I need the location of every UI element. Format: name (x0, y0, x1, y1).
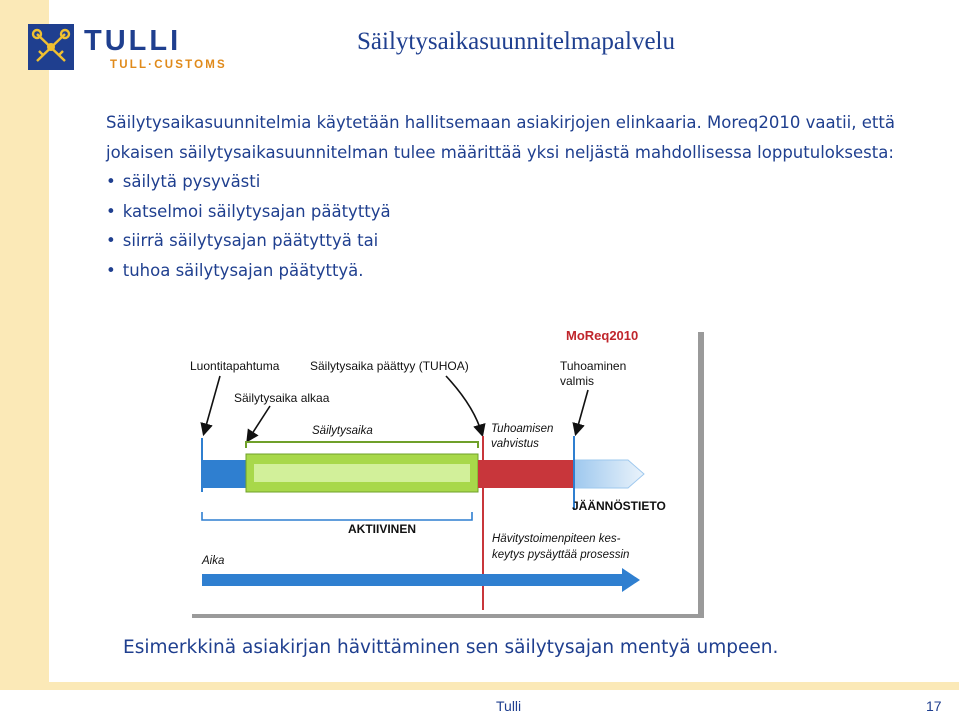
bar-retention-highlight (254, 464, 470, 482)
bottom-decor-bar (0, 682, 959, 690)
label-destruction-done-1: Tuhoaminen (560, 359, 627, 373)
page-number: 17 (926, 698, 942, 714)
outcome-list (106, 167, 946, 285)
left-decor-bar (0, 0, 49, 690)
list-item: • tuhoa säilytysajan päätyttyä. (106, 256, 946, 286)
arrow-destruction-done (576, 390, 588, 433)
label-time: Aika (202, 555, 225, 567)
label-halt-1: Hävitystoimenpiteen kes- (492, 533, 621, 545)
bar-segment-pre (202, 460, 246, 488)
brand-name: TULLI (84, 25, 182, 57)
footer-organisation: Tulli (496, 698, 522, 714)
bracket-active (202, 512, 472, 520)
label-retention-period: Säilytysaika (312, 425, 373, 437)
label-retention-ended: Säilytysaika päättyy (TUHOA) (310, 359, 469, 373)
arrow-creation (204, 376, 220, 433)
label-destruction-confirm-2: vahvistus (491, 438, 539, 450)
bar-segment-residual (574, 460, 644, 488)
bar-segment-destruction (478, 460, 574, 488)
list-item: • katselmoi säilytysajan päätyttyä (106, 197, 946, 227)
time-axis (202, 574, 622, 586)
arrow-retention-starts (248, 406, 270, 440)
list-item: • siirrä säilytysajan päätyttyä tai (106, 226, 946, 256)
label-destruction-confirm-1: Tuhoamisen (491, 423, 554, 435)
label-destruction-done-2: valmis (560, 374, 595, 388)
moreq-logo: MoReq2010 (566, 328, 639, 343)
time-axis-arrowhead (622, 568, 640, 592)
label-retention-starts: Säilytysaika alkaa (234, 391, 330, 405)
diagram-shadow-right (698, 332, 704, 618)
label-residual: JÄÄNNÖSTIETO (572, 499, 666, 513)
intro-paragraph: Säilytysaikasuunnitelmia käytetään hallitsemaan asiakirjojen elinkaaria. Moreq2010 vaatii, että jokaisen säilytysaikasuunnitelman tulee määrittää yksi neljästä mahdollisessa lopputuloksesta: (106, 113, 895, 162)
retention-lifecycle-diagram (188, 320, 708, 620)
label-creation: Luontitapahtuma (190, 359, 280, 373)
body-text (106, 108, 946, 285)
brand-tagline: TULL·CUSTOMS (110, 59, 227, 71)
diagram-shadow-bottom (192, 614, 704, 618)
bracket-retention (246, 442, 478, 448)
label-halt-2: keytys pysäyttää prosessin (492, 549, 630, 561)
slide-title: Säilytysaikasuunnitelmapalvelu (357, 28, 675, 55)
list-item: • säilytä pysyvästi (106, 167, 946, 197)
caption: Esimerkkinä asiakirjan hävittäminen sen säilytysajan mentyä umpeen. (123, 637, 779, 658)
arrow-retention-ended (446, 376, 482, 434)
label-active: AKTIIVINEN (348, 522, 417, 536)
tulli-logo (28, 24, 268, 74)
